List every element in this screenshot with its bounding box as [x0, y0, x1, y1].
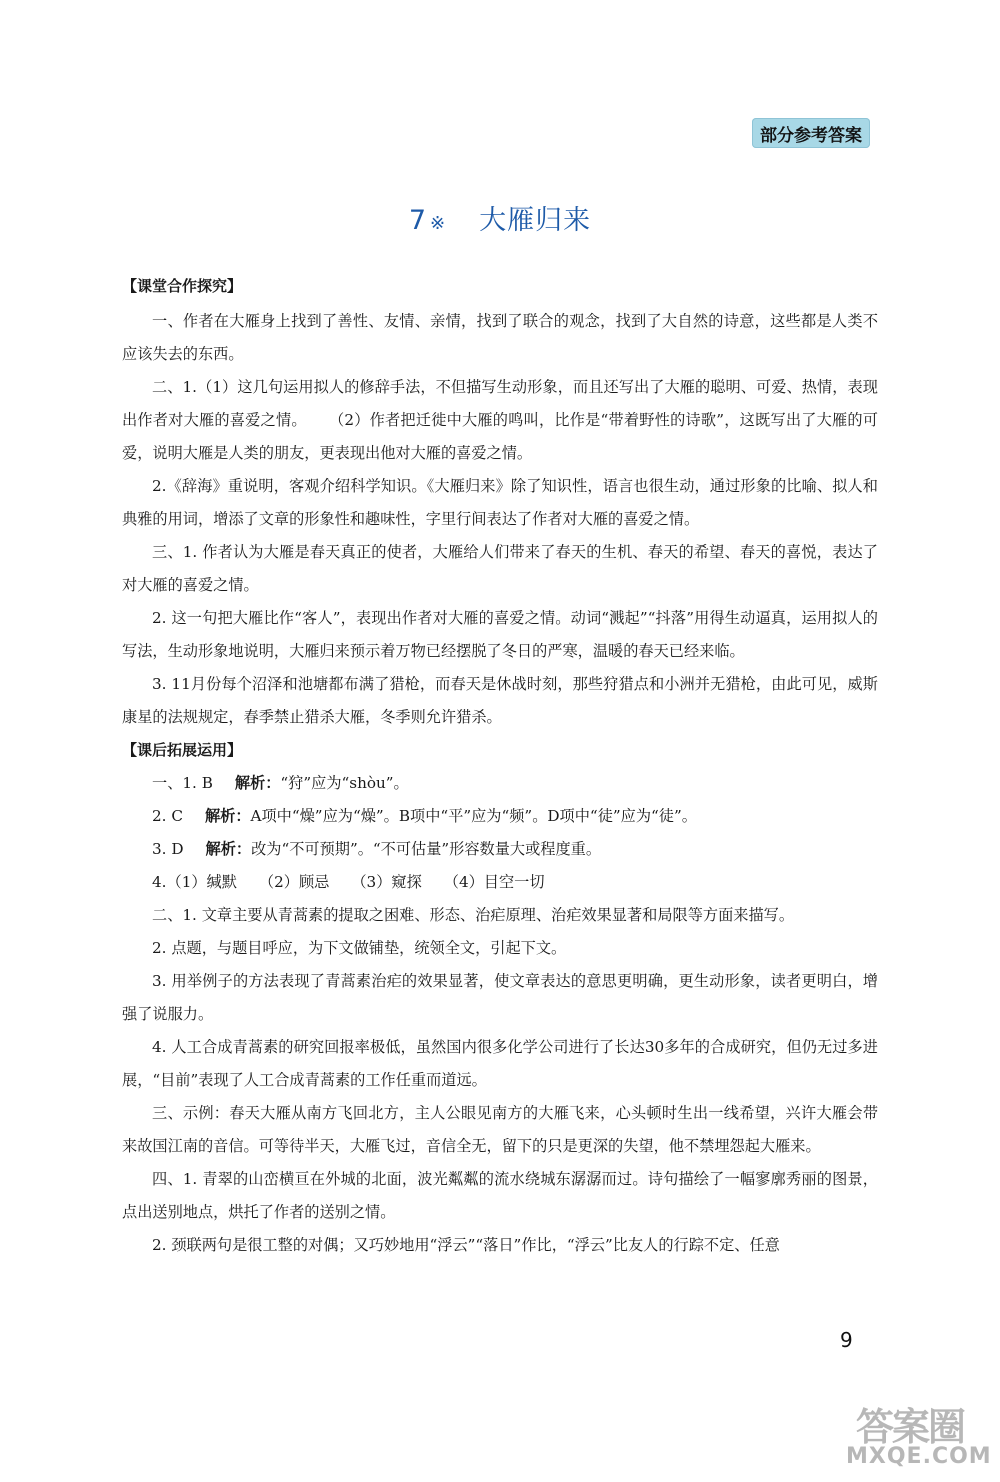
answer-content: [122, 270, 878, 1262]
paragraph: 二、1.（1）这几句运用拟人的修辞手法，不但描写生动形象，而且还写出了大雁的聪明、可爱、热情，表现出作者对大雁的喜爱之情。 （2）作者把迁徙中大雁的鸣叫，比作是“带着野性的诗歌”，这既写出了大雁的可爱，说明大雁是人类的朋友，更表现出他对大雁的喜爱之情。: [122, 378, 878, 462]
paragraph: 三、示例：春天大雁从南方飞回北方，主人公眼见南方的大雁飞来，心头顿时生出一线希望，兴许大雁会带来故国江南的音信。可等待半天，大雁飞过，音信全无，留下的只是更深的失望，他不禁埋怨起大雁来。: [122, 1104, 878, 1155]
paragraph: 3. 用举例子的方法表现了青蒿素治疟的效果显著，使文章表达的意思更明确，更生动形象，读者更明白，增强了说服力。: [122, 972, 878, 1023]
lesson-mark: ※: [430, 213, 446, 234]
paragraph: 三、1. 作者认为大雁是春天真正的使者，大雁给人们带来了春天的生机、春天的希望、春天的喜悦，表达了对大雁的喜爱之情。: [122, 543, 878, 594]
paragraph: 2. 颈联两句是很工整的对偶；又巧妙地用“浮云”“落日”作比，“浮云”比友人的行踪不定、任意: [152, 1236, 780, 1254]
paragraph: 一、作者在大雁身上找到了善性、友情、亲情，找到了联合的观念，找到了大自然的诗意，这些都是人类不应该失去的东西。: [122, 312, 878, 363]
section-heading-extension: 【课后拓展运用】: [122, 741, 243, 759]
lesson-number: 7: [408, 205, 427, 236]
paragraph: 2. 点题，与题目呼应，为下文做铺垫，统领全文，引起下文。: [152, 939, 567, 957]
paragraph: 3. 11月份每个沼泽和池塘都布满了猎枪，而春天是休战时刻，那些狩猎点和小洲并无猎枪，由此可见，威斯康星的法规规定，春季禁止猎杀大雁，冬季则允许猎杀。: [122, 675, 878, 726]
answer-badge: 部分参考答案: [752, 118, 870, 148]
watermark-url: MXQE.COM: [846, 1444, 992, 1469]
watermark-logo: 答案圈: [856, 1405, 965, 1449]
lesson-name: 大雁归来: [479, 205, 592, 236]
answer-line: 2. C 解析：A项中“燥”应为“燥”。B项中“平”应为“频”。D项中“徒”应为“徒”。: [152, 807, 697, 825]
page-number: 9: [840, 1328, 853, 1352]
paragraph: 2. 这一句把大雁比作“客人”，表现出作者对大雁的喜爱之情。动词“溅起”“抖落”用得生动逼真，运用拟人的写法，生动形象地说明，大雁归来预示着万物已经摆脱了冬日的严寒，温暖的春天已经来临。: [122, 609, 878, 660]
paragraph: 4. 人工合成青蒿素的研究回报率极低，虽然国内很多化学公司进行了长达30多年的合成研究，但仍无过多进展，“目前”表现了人工合成青蒿素的工作任重而道远。: [122, 1038, 878, 1089]
answer-line: 一、1. B 解析：“狩”应为“shòu”。: [152, 774, 409, 792]
paragraph: 2.《辞海》重说明，客观介绍科学知识。《大雁归来》除了知识性，语言也很生动，通过形象的比喻、拟人和典雅的用词，增添了文章的形象性和趣味性，字里行间表达了作者对大雁的喜爱之情。: [122, 477, 878, 528]
answer-line: 3. D 解析：改为“不可预期”。“不可估量”形容数量大或程度重。: [152, 840, 602, 858]
answer-line: 4.（1）缄默 （2）顾忌 （3）窥探 （4）目空一切: [152, 873, 545, 891]
section-heading-classroom: 【课堂合作探究】: [122, 277, 243, 295]
paragraph: 四、1. 青翠的山峦横亘在外城的北面，波光粼粼的流水绕城东潺潺而过。诗句描绘了一幅寥廓秀丽的图景，点出送别地点，烘托了作者的送别之情。: [122, 1170, 878, 1221]
lesson-title: [0, 198, 1000, 242]
paragraph: 二、1. 文章主要从青蒿素的提取之困难、形态、治疟原理、治疟效果显著和局限等方面来描写。: [152, 906, 795, 924]
